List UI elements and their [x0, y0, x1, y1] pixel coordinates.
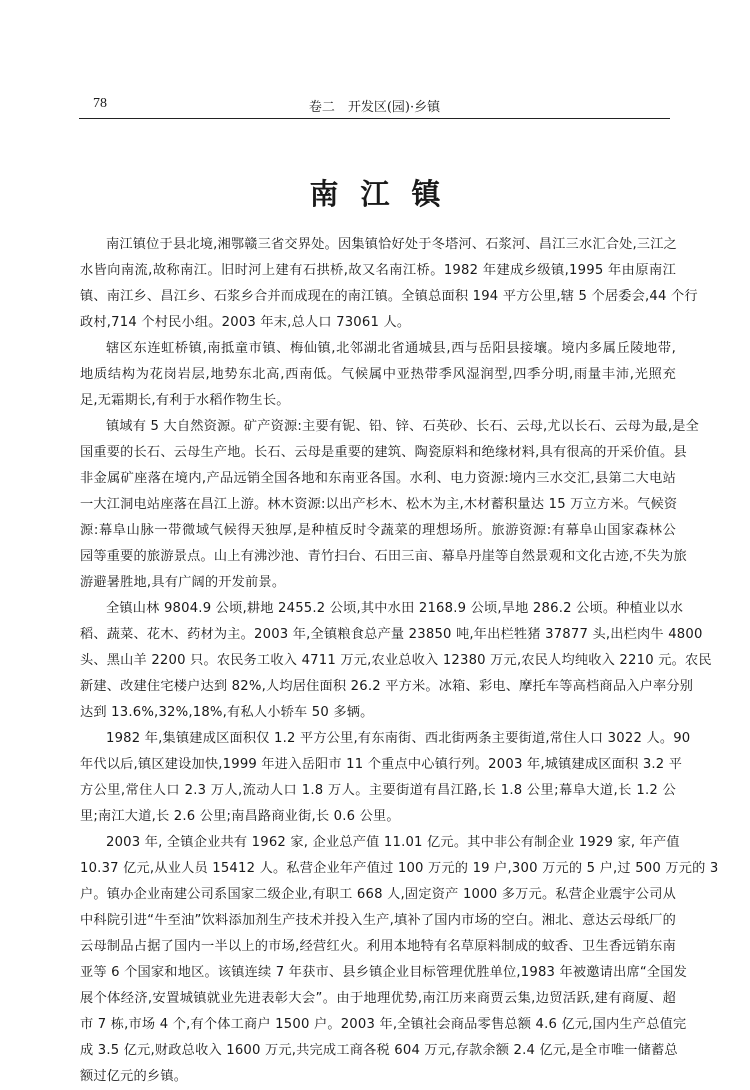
text-line: 一大江洞电站座落在昌江上游。林木资源:以出产杉木、松木为主,木材蓄积量达 15 万立方米。气候资	[80, 497, 678, 512]
text-line: 年代以后,镇区建设加快,1999 年进入岳阳市 11 个重点中心镇行列。2003 年,城镇建成区面积 3.2 平	[80, 757, 683, 772]
text-line: 足,无霜期长,有利于水稻作物生长。	[80, 393, 290, 408]
text-line: 达到 13.6%,32%,18%,有私人小轿车 50 多辆。	[80, 705, 374, 720]
paragraph	[80, 414, 700, 596]
text-line: 亚等 6 个国家和地区。该镇连续 7 年获市、县乡镇企业目标管理优胜单位,1983 年被邀请出席“全国发	[80, 965, 688, 980]
text-line: 镇域有 5 大自然资源。矿产资源:主要有铌、铅、锌、石英砂、长石、云母,尤以长石、云母为最,是全	[106, 419, 700, 434]
text-line: 新建、改建住宅楼户达到 82%,人均居住面积 26.2 平方米。冰箱、彩电、摩托车等高档商品入户率分别	[80, 679, 694, 694]
text-line: 头、黑山羊 2200 只。农民务工收入 4711 万元,农业总收入 12380 万元,农民人均纯收入 2210 元。农民	[80, 653, 712, 668]
text-line: 辖区东连虹桥镇,南抵童市镇、梅仙镇,北邻湖北省通城县,西与岳阳县接壤。境内多属丘陵地带,	[106, 341, 676, 356]
text-line: 中科院引进“牛至油”饮料添加剂生产技术并投入生产,填补了国内市场的空白。湘北、意达云母纸厂的	[80, 913, 676, 928]
article-title: 南江镇	[309, 177, 463, 211]
text-line: 成 3.5 亿元,财政总收入 1600 万元,共完成工商各税 604 万元,存款余额 2.4 亿元,是全市唯一储蓄总	[80, 1043, 678, 1058]
text-line: 政村,714 个村民小组。2003 年末,总人口 73061 人。	[80, 315, 411, 330]
text-line: 全镇山林 9804.9 公顷,耕地 2455.2 公顷,其中水田 2168.9 公顷,旱地 286.2 公顷。种植业以水	[106, 601, 684, 616]
text-line: 非金属矿座落在境内,产品远销全国各地和东南亚各国。水利、电力资源:境内三水交汇,县第二大电站	[80, 471, 676, 486]
text-line: 10.37 亿元,从业人员 15412 人。私营企业年产值过 100 万元的 19 户,300 万元的 5 户,过 500 万元的 3	[80, 861, 719, 876]
text-line: 水皆向南流,故称南江。旧时河上建有石拱桥,故又名南江桥。1982 年建成乡级镇,1995 年由原南江	[80, 263, 676, 278]
text-line: 云母制品占据了国内一半以上的市场,经营红火。利用本地特有名草原料制成的蚊香、卫生香远销东南	[80, 939, 676, 954]
text-line: 源:幕阜山脉一带微域气候得天独厚,是种植反时令蔬菜的理想场所。旅游资源:有幕阜山国家森林公	[80, 523, 676, 538]
text-line: 国重要的长石、云母生产地。长石、云母是重要的建筑、陶瓷原料和绝缘材料,具有很高的开采价值。县	[80, 445, 687, 460]
paragraph	[80, 726, 691, 830]
page-number: 78	[93, 96, 107, 111]
paragraph	[80, 336, 676, 414]
text-line: 南江镇位于县北境,湘鄂赣三省交界处。因集镇恰好处于冬塔河、石浆河、昌江三水汇合处,三江之	[106, 237, 678, 252]
text-line: 2003 年, 全镇企业共有 1962 家, 企业总产值 11.01 亿元。其中非公有制企业 1929 家, 年产值	[106, 835, 680, 850]
text-line: 展个体经济,安置城镇就业先进表彰大会”。由于地理优势,南江历来商贾云集,边贸活跃,建有商厦、超	[80, 991, 676, 1006]
text-line: 市 7 栋,市场 4 个,有个体工商户 1500 户。2003 年,全镇社会商品零售总额 4.6 亿元,国内生产总值完	[80, 1017, 687, 1032]
paragraph	[80, 596, 712, 726]
text-line: 游避暑胜地,具有广阔的开发前景。	[80, 575, 286, 590]
article-body	[80, 232, 719, 1090]
text-line: 里;南江大道,长 2.6 公里;南昌路商业街,长 0.6 公里。	[80, 809, 400, 824]
running-head: 卷二 开发区(园)·乡镇	[308, 100, 441, 115]
text-line: 1982 年,集镇建成区面积仅 1.2 平方公里,有东南街、西北街两条主要街道,常住人口 3022 人。90	[106, 731, 691, 746]
text-line: 镇、南江乡、昌江乡、石浆乡合并而成现在的南江镇。全镇总面积 194 平方公里,辖 5 个居委会,44 个行	[80, 289, 698, 304]
text-line: 方公里,常住人口 2.3 万人,流动人口 1.8 万人。主要街道有昌江路,长 1.8 公里;幕阜大道,长 1.2 公	[80, 783, 676, 798]
text-line: 稻、蔬菜、花木、药材为主。2003 年,全镇粮食总产量 23850 吨,年出栏牲猪 37877 头,出栏肉牛 4800	[80, 627, 703, 642]
page-header	[79, 92, 670, 119]
paragraph	[80, 232, 698, 336]
text-line: 地质结构为花岗岩层,地势东北高,西南低。气候属中亚热带季风湿润型,四季分明,雨量丰沛,光照充	[80, 367, 676, 382]
paragraph	[80, 830, 719, 1090]
text-line: 额过亿元的乡镇。	[80, 1069, 188, 1084]
text-line: 户。镇办企业南建公司系国家二级企业,有职工 668 人,固定资产 1000 多万元。私营企业震宇公司从	[80, 887, 676, 902]
text-line: 园等重要的旅游景点。山上有沸沙池、青竹扫台、石田三亩、幕阜丹崖等自然景观和文化古迹,不失为旅	[80, 549, 687, 564]
